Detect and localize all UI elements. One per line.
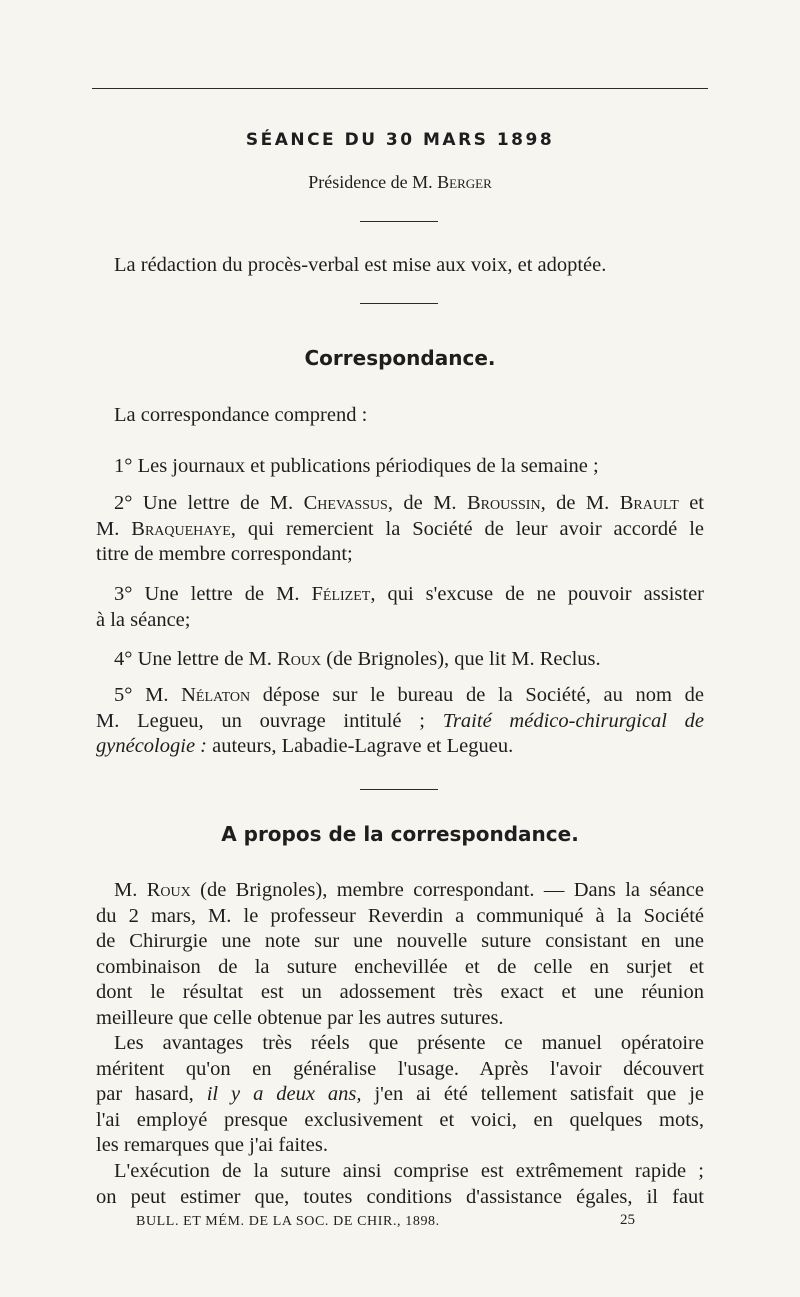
- apropos-paragraph-2: Les avantages très réels que présente ce manuel opératoire méritent qu'on en généralise l'usage. Après l'avoir découvert par hasard, il y a deux ans, j'en ai été tellement satisfait que je l'ai employé presque exclusivement et voici, en quelques mots, les remarques que j'ai faites.: [96, 1032, 704, 1156]
- footer-journal: BULL. ET MÉM. DE LA SOC. DE CHIR., 1898.: [136, 1214, 440, 1229]
- item-1: 1° Les journaux et publications périodiques de la semaine ;: [114, 455, 599, 477]
- item-2: 2° Une lettre de M. Chevassus, de M. Broussin, de M. Brault et M. Braquehaye, qui remercient la Société de leur avoir accordé le titre de membre correspondant;: [96, 492, 704, 565]
- apropos-paragraph-3: L'exécution de la suture ainsi comprise est extrêmement rapide ; on peut estimer que, toutes conditions d'assistance égales, il faut: [96, 1160, 704, 1208]
- presidency-prefix: Présidence de M.: [308, 172, 438, 192]
- item-3: 3° Une lettre de M. Félizet, qui s'excuse de ne pouvoir assister à la séance;: [96, 583, 704, 631]
- page-number: 25: [620, 1212, 635, 1228]
- divider-3: [360, 789, 438, 790]
- divider-2: [360, 303, 438, 304]
- item-4: 4° Une lettre de M. Roux (de Brignoles), que lit M. Reclus.: [114, 648, 601, 670]
- correspondence-heading: Correspondance.: [304, 346, 496, 370]
- apropos-paragraph-1: M. Roux (de Brignoles), membre correspondant. — Dans la séance du 2 mars, M. le professeur Reverdin a communiqué à la Société de Chirurgie une note sur une nouvelle suture consistant en une combinaison de la suture enchevillée et de celle en surjet et dont le résultat est un adossement très exact et une réunion meilleure que celle obtenue par les autres sutures.: [96, 879, 705, 1029]
- top-rule: [92, 88, 708, 89]
- minutes-text: La rédaction du procès-verbal est mise aux voix, et adoptée.: [114, 254, 607, 276]
- divider-1: [360, 221, 438, 222]
- president-name: Berger: [437, 172, 492, 192]
- session-title: SÉANCE DU 30 MARS 1898: [245, 130, 555, 150]
- item-5: 5° M. Nélaton dépose sur le bureau de la Société, au nom de M. Legueu, un ouvrage intitulé ; Traité médico-chirurgical de gynécologie : auteurs, Labadie-Lagrave et Legueu.: [96, 684, 705, 757]
- presidency-line: [0, 172, 800, 193]
- correspondence-intro: La correspondance comprend :: [114, 404, 368, 426]
- apropos-heading: A propos de la correspondance.: [221, 822, 579, 846]
